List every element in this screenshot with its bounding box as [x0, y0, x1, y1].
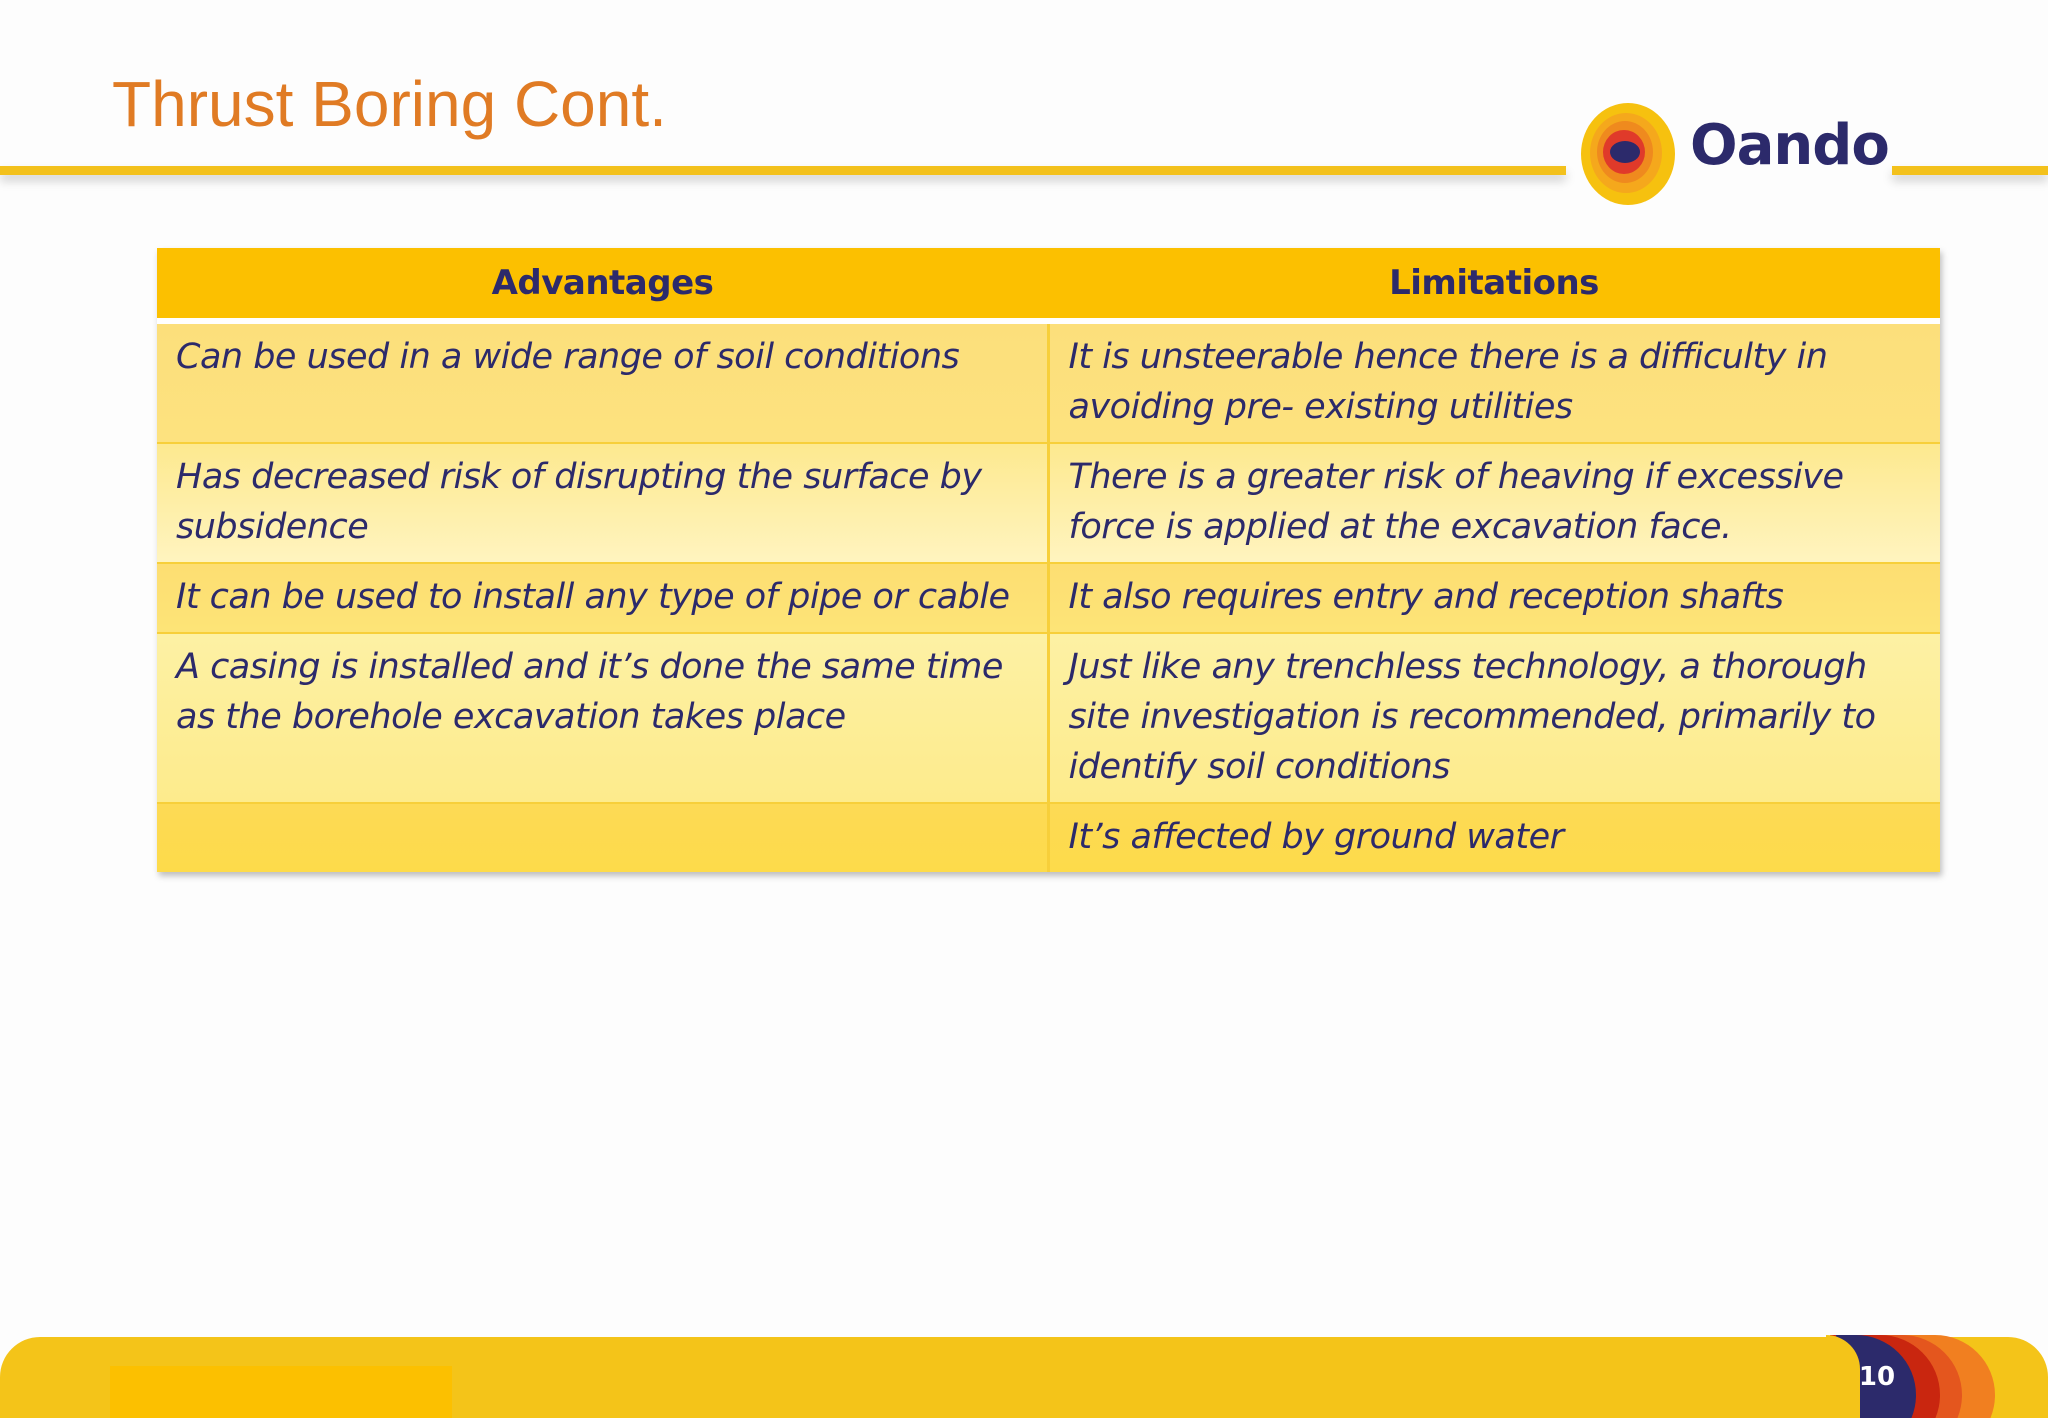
- limitation-cell: It also requires entry and reception shafts: [1048, 563, 1940, 633]
- header-rule-right: [1892, 166, 2048, 175]
- advantage-cell: Has decreased risk of disrupting the surface by subsidence: [157, 443, 1048, 563]
- oando-logo-icon: [1580, 102, 1676, 206]
- limitation-cell: It’s affected by ground water: [1048, 803, 1940, 872]
- table-row: [157, 443, 1940, 563]
- oando-logo-wordmark: Oando: [1690, 113, 1889, 178]
- oando-logo: [1578, 100, 1888, 210]
- header-limitations: Limitations: [1048, 248, 1940, 321]
- advantage-cell: [157, 803, 1048, 872]
- limitation-cell: There is a greater risk of heaving if excessive force is applied at the excavation face.: [1048, 443, 1940, 563]
- advantage-cell: It can be used to install any type of pipe or cable: [157, 563, 1048, 633]
- table-row: [157, 321, 1940, 443]
- header-rule-left: [0, 166, 1566, 175]
- slide-title: Thrust Boring Cont.: [112, 68, 667, 140]
- table-row: [157, 563, 1940, 633]
- footer-box: [110, 1366, 452, 1418]
- table-row: [157, 803, 1940, 872]
- table-header-row: [157, 248, 1940, 321]
- limitation-cell: Just like any trenchless technology, a thorough site investigation is recommended, primarily to identify soil conditions: [1048, 633, 1940, 803]
- limitation-cell: It is unsteerable hence there is a difficulty in avoiding pre- existing utilities: [1048, 321, 1940, 443]
- table-row: [157, 633, 1940, 803]
- advantage-cell: A casing is installed and it’s done the same time as the borehole excavation takes place: [157, 633, 1048, 803]
- page-number: 10: [1858, 1362, 1896, 1392]
- comparison-table: [157, 248, 1940, 872]
- header-advantages: Advantages: [157, 248, 1048, 321]
- advantage-cell: Can be used in a wide range of soil conditions: [157, 321, 1048, 443]
